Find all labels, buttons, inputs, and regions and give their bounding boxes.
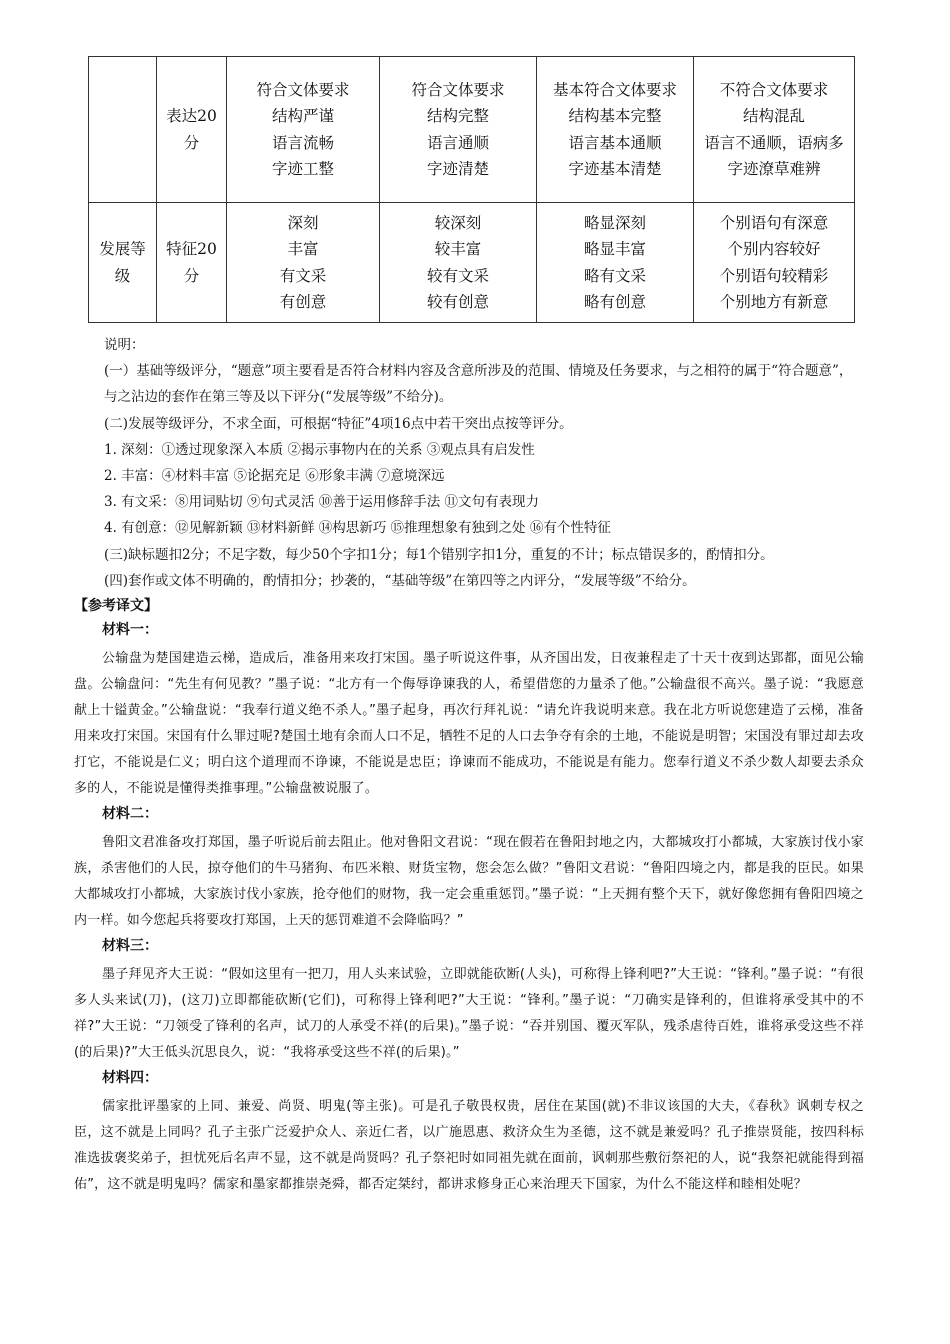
feature-line: 1. 深刻：①透过现象深入本质 ②揭示事物内在的关系 ③观点具有启发性 bbox=[104, 441, 535, 458]
level-cell bbox=[227, 57, 380, 203]
criterion-text: 语言流畅 bbox=[271, 133, 334, 152]
level-cell bbox=[380, 57, 537, 203]
criterion-text: 个别语句较精彩 bbox=[719, 266, 829, 285]
note-paragraph: (一）基础等级评分，“题意”项主要看是否符合材料内容及含意所涉及的范围、情境及任务要求，与之相符的属于“符合题意”，与之沾边的套作在第三等及以下评分(“发展等级”不给分)。 bbox=[104, 363, 853, 406]
criterion-text: 字迹工整 bbox=[271, 160, 334, 178]
level-cell bbox=[227, 203, 380, 323]
criterion-text: 较有创意 bbox=[426, 293, 489, 311]
criterion-text: 语言不通顺，语病多 bbox=[704, 133, 844, 152]
criterion-text: 结构混乱 bbox=[742, 107, 805, 125]
category-cell: 发展等级 bbox=[89, 203, 157, 323]
criterion-text: 个别地方有新意 bbox=[719, 293, 829, 311]
criterion-text: 丰富 bbox=[287, 240, 319, 258]
criterion-text: 结构完整 bbox=[426, 107, 489, 125]
criterion-text: 略有创意 bbox=[583, 293, 646, 311]
material-title: 材料一： bbox=[102, 622, 158, 638]
level-cell bbox=[537, 57, 694, 203]
criterion-text: 结构基本完整 bbox=[568, 107, 662, 125]
criterion-text: 基本符合文体要求 bbox=[552, 80, 677, 99]
material-body: 鲁阳文君准备攻打郑国，墨子听说后前去阻止。他对鲁阳文君说：“现在假若在鲁阳封地之内，大都城攻打小都城，大家族讨伐小家族，杀害他们的人民，掠夺他们的牛马猪狗、布匹米粮、财货宝物，您会怎么做？”鲁阳文君说：“鲁阳四境之内，都是我的臣民。如果大都城攻打小都城，大家族讨伐小家族，抢夺他们的财物，我一定会重重惩罚。”墨子说：“上天拥有整个天下，就好像您拥有鲁阳四境之内一样。如今您起兵将要攻打郑国，上天的惩罚难道不会降临吗？” bbox=[74, 835, 864, 928]
criterion-text: 略显深刻 bbox=[583, 213, 646, 232]
criterion-text: 较有文采 bbox=[426, 266, 489, 285]
grading-table bbox=[88, 56, 855, 323]
criterion-text: 个别语句有深意 bbox=[719, 213, 829, 232]
level-cell bbox=[694, 57, 855, 203]
criterion-text: 个别内容较好 bbox=[727, 240, 821, 258]
material-body: 公输盘为楚国建造云梯，造成后，准备用来攻打宋国。墨子听说这件事，从齐国出发，日夜兼程走了十天十夜到达郢都，面见公输盘。公输盘问：“先生有何见教？”墨子说：“北方有一个侮辱诤谏我的人，希望借您的力量杀了他。”公输盘很不高兴。墨子说：“我愿意献上十镒黄金。”公输盘说：“我奉行道义绝不杀人。”墨子起身，再次行拜礼说：“请允许我说明来意。我在北方听说您建造了云梯，准备用来攻打宋国。宋国有什么罪过呢?楚国土地有余而人口不足，牺牲不足的人口去争夺有余的土地，不能说是明智；宋国没有罪过却去攻打它，不能说是仁义；明白这个道理而不诤谏，不能说是忠臣；诤谏而不能成功，不能说是有能力。您奉行道义不杀少数人却要去杀众多的人，不能说是懂得类推事理。”公输盘被说服了。 bbox=[74, 651, 864, 796]
criterion-text: 结构严谨 bbox=[271, 107, 334, 125]
reference-translation bbox=[74, 594, 864, 1198]
criterion-text: 深刻 bbox=[287, 213, 319, 232]
material-body: 墨子拜见齐大王说：“假如这里有一把刀，用人头来试验，立即就能砍断(人头)，可称得上锋利吧?”大王说：“锋利。”墨子说：“有很多人头来试(刀)，(这刀)立即都能砍断(它们)，可称得上锋利吧?”大王说：“锋利。”墨子说：“刀确实是锋利的，但谁将承受其中的不祥?”大王说：“刀领受了锋利的名声，试刀的人承受不祥(的后果)。”墨子说：“吞并别国、覆灭军队，残杀虐待百姓，谁将承受这些不祥(的后果)?”大王低头沉思良久，说：“我将承受这些不祥(的后果)。” bbox=[74, 967, 864, 1060]
criterion-text: 字迹潦草难辨 bbox=[727, 160, 821, 178]
note-paragraph: (三)缺标题扣2分；不足字数，每少50个字扣1分；每1个错别字扣1分，重复的不计；标点错误多的，酌情扣分。 bbox=[104, 546, 774, 563]
level-cell bbox=[380, 203, 537, 323]
level-cell bbox=[694, 203, 855, 323]
criterion-text: 有创意 bbox=[279, 293, 327, 311]
note-paragraph: (二)发展等级评分，不求全面，可根据“特征”4项16点中若干突出点按等评分。 bbox=[104, 415, 573, 432]
material-title: 材料二： bbox=[102, 806, 158, 822]
table-row-expression bbox=[89, 57, 855, 203]
criterion-text: 不符合文体要求 bbox=[719, 80, 829, 99]
criterion-text: 语言基本通顺 bbox=[568, 133, 662, 152]
material-title: 材料四： bbox=[102, 1070, 158, 1086]
feature-line: 4. 有创意：⑫见解新颖 ⑬材料新鲜 ⑭构思新巧 ⑮推理想象有独到之处 ⑯有个性特征 bbox=[104, 520, 611, 537]
scoring-notes bbox=[88, 332, 858, 594]
criterion-text: 略显丰富 bbox=[583, 240, 646, 258]
item-cell: 特征20分 bbox=[157, 203, 227, 323]
criterion-text: 字迹基本清楚 bbox=[568, 160, 662, 178]
material-title: 材料三： bbox=[102, 938, 158, 954]
criterion-text: 符合文体要求 bbox=[256, 80, 350, 99]
feature-line: 3. 有文采：⑧用词贴切 ⑨句式灵活 ⑩善于运用修辞手法 ⑪文句有表现力 bbox=[104, 494, 540, 511]
material-body: 儒家批评墨家的上同、兼爱、尚贤、明鬼(等主张)。可是孔子敬畏权贵，居住在某国(就)不非议该国的大夫，《春秋》讽刺专权之臣，这不就是上同吗？孔子主张广泛爱护众人、亲近仁者，以广施恩惠、救济众生为圣德，这不就是兼爱吗？孔子推崇贤能，按四科标准选拔褒奖弟子，担忧死后名声不显，这不就是尚贤吗？孔子祭祀时如同祖先就在面前，讽刺那些敷衍祭祀的人，说“我祭祀就能得到福佑”，这不就是明鬼吗？儒家和墨家都推崇尧舜，都否定桀纣，都讲求修身正心来治理天下国家，为什么不能这样和睦相处呢？ bbox=[74, 1099, 864, 1192]
category-cell bbox=[89, 57, 157, 203]
criterion-text: 符合文体要求 bbox=[411, 80, 505, 99]
feature-line: 2. 丰富：④材料丰富 ⑤论据充足 ⑥形象丰满 ⑦意境深远 bbox=[104, 468, 445, 485]
item-cell: 表达20分 bbox=[157, 57, 227, 203]
criterion-text: 较深刻 bbox=[434, 213, 482, 232]
criterion-text: 字迹清楚 bbox=[426, 160, 489, 178]
table-row-development bbox=[89, 203, 855, 323]
criterion-text: 有文采 bbox=[279, 266, 327, 285]
criterion-text: 语言通顺 bbox=[426, 133, 489, 152]
section-title: 【参考译文】 bbox=[74, 598, 158, 614]
notes-heading: 说明： bbox=[104, 337, 145, 353]
criterion-text: 略有文采 bbox=[583, 266, 646, 285]
criterion-text: 较丰富 bbox=[434, 240, 482, 258]
level-cell bbox=[537, 203, 694, 323]
note-paragraph: (四)套作或文体不明确的，酌情扣分；抄袭的，“基础等级”在第四等之内评分，“发展等级”不给分。 bbox=[104, 572, 696, 589]
